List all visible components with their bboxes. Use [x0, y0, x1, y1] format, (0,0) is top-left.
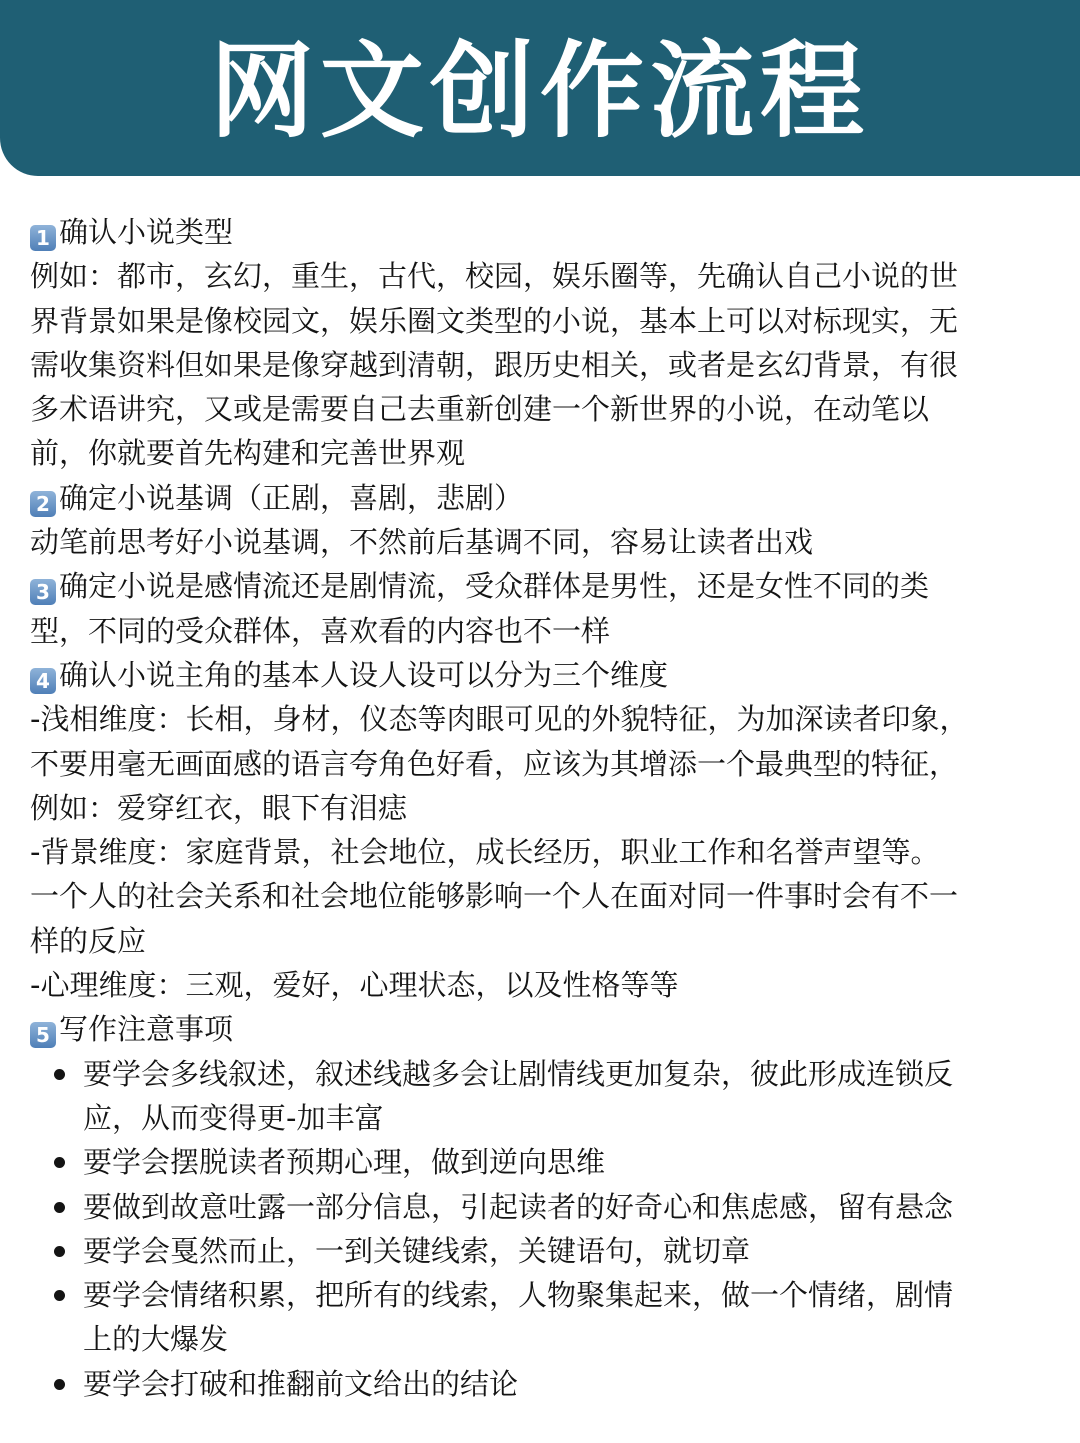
bullet-icon [54, 1246, 65, 1257]
section-heading: 3 确定小说是感情流还是剧情流，受众群体是男性，还是女性不同的类 [30, 564, 1055, 608]
section-heading: 5 写作注意事项 [30, 1007, 1055, 1051]
body-line: -浅相维度：长相，身材，仪态等肉眼可见的外貌特征，为加深读者印象， [30, 702, 969, 737]
section-heading: 4 确认小说主角的基本人设人设可以分为三个维度 [30, 653, 1055, 697]
list-item: 要学会打破和推翻前文给出的结论 [30, 1362, 1055, 1406]
body-line: -背景维度：家庭背景，社会地位，成长经历，职业工作和名誉声望等。 [30, 835, 940, 870]
body-line: 样的反应 [30, 923, 147, 958]
article-body [30, 210, 1055, 1406]
number-1-icon: 1 [30, 225, 56, 251]
bullet-icon [54, 1379, 65, 1390]
body-line: 例如：爱穿红衣，眼下有泪痣 [30, 790, 408, 825]
body-line: 多术语讲究，又或是需要自己去重新创建一个新世界的小说，在动笔以 [30, 392, 930, 427]
body-line: 前，你就要首先构建和完善世界观 [30, 436, 466, 471]
body-line: 动笔前思考好小说基调，不然前后基调不同，容易让读者出戏 [30, 525, 814, 560]
bullet-icon [54, 1157, 65, 1168]
body-line: 不要用毫无画面感的语言夸角色好看，应该为其增添一个最典型的特征， [30, 746, 959, 781]
section-heading: 1 确认小说类型 [30, 210, 1055, 254]
section-heading: 2 确定小说基调（正剧，喜剧，悲剧） [30, 476, 1055, 520]
list-item: 要学会多线叙述，叙述线越多会让剧情线更加复杂，彼此形成连锁反 应，从而变得更-加丰富 [30, 1052, 1055, 1141]
header-banner [0, 0, 1080, 176]
list-item: 要做到故意吐露一部分信息，引起读者的好奇心和焦虑感，留有悬念 [30, 1185, 1055, 1229]
number-5-icon: 5 [30, 1022, 56, 1048]
number-4-icon: 4 [30, 668, 56, 694]
body-line: 型，不同的受众群体，喜欢看的内容也不一样 [30, 613, 611, 648]
body-line: 一个人的社会关系和社会地位能够影响一个人在面对同一件事时会有不一 [30, 879, 959, 914]
list-item: 要学会情绪积累，把所有的线索，人物聚集起来，做一个情绪，剧情 上的大爆发 [30, 1273, 1055, 1362]
tips-list [30, 1052, 1055, 1406]
number-2-icon: 2 [30, 491, 56, 517]
body-line: -心理维度：三观，爱好，心理状态，以及性格等等 [30, 968, 679, 1003]
body-line: 例如：都市，玄幻，重生，古代，校园，娱乐圈等，先确认自己小说的世 [30, 259, 959, 294]
body-line: 界背景如果是像校园文，娱乐圈文类型的小说，基本上可以对标现实，无 [30, 303, 959, 338]
list-item: 要学会戛然而止，一到关键线索，关键语句，就切章 [30, 1229, 1055, 1273]
bullet-icon [54, 1290, 65, 1301]
page-title: 网文创作流程 [209, 30, 870, 152]
list-item: 要学会摆脱读者预期心理，做到逆向思维 [30, 1140, 1055, 1184]
bullet-icon [54, 1202, 65, 1213]
body-line: 需收集资料但如果是像穿越到清朝，跟历史相关，或者是玄幻背景，有很 [30, 347, 959, 382]
number-3-icon: 3 [30, 579, 56, 605]
bullet-icon [54, 1069, 65, 1080]
